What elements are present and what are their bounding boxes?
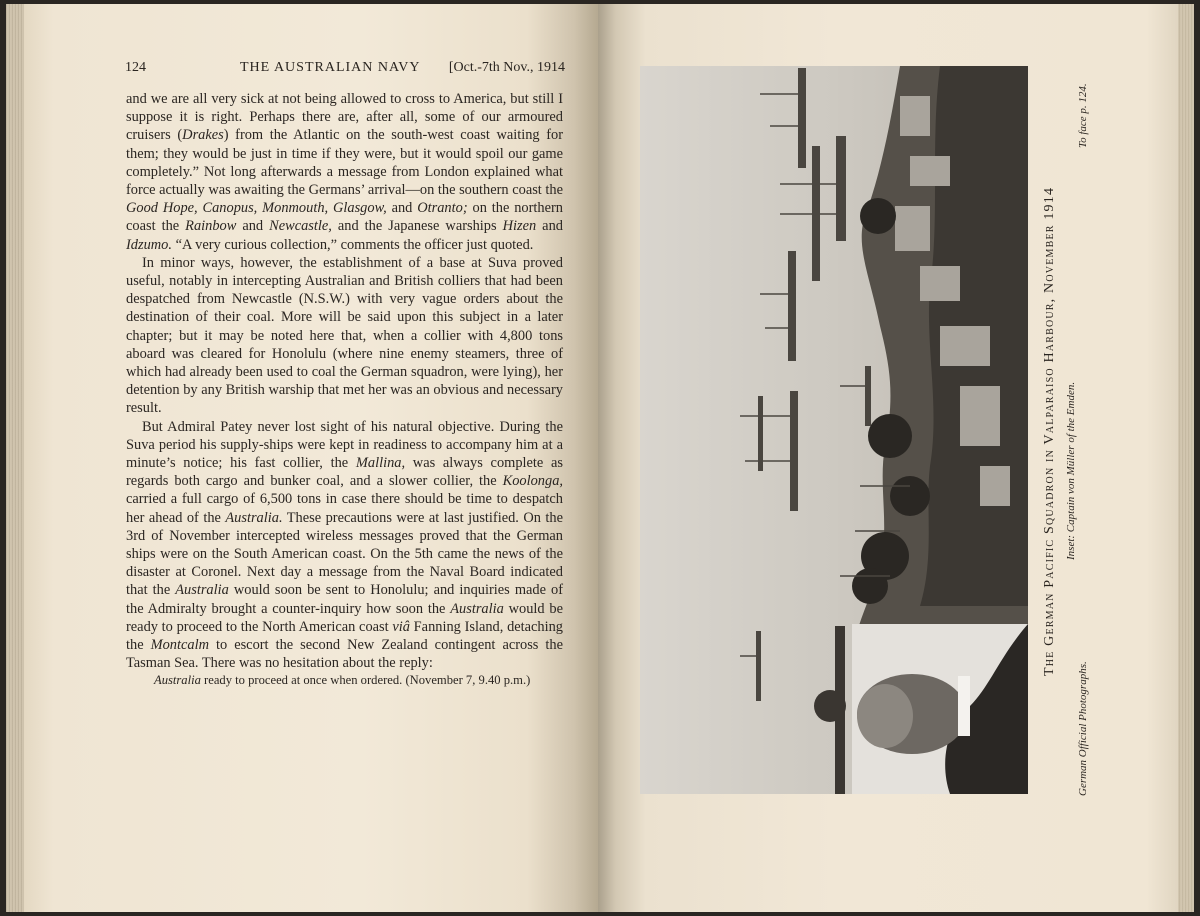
- inset-label: Inset:: [1065, 534, 1077, 560]
- facing-page-note: To face p. 124.: [1077, 83, 1089, 148]
- plate-caption: The German Pacific Squadron in Valparaiso Harbour, November 1914: [1042, 186, 1057, 676]
- paragraph-1: and we are all very sick at not being allowed to cross to America, but still I suppose it is right. Perhaps there are, after all, some of our armoured cruisers (Drakes) from the Atlantic on the south-west coast waiting for them; they would be just in time if they were, but it would spoil our game completely.” Not long afterwards a message from London explained what force actually was awaiting the Germans’ arrival—on the southern coast the Good Hope, Canopus, Monmouth, Glasgow, and Otranto; on the northern coast the Rainbow and Newcastle, and the Japanese warships Hizen and Idzumo. “A very curious collection,” comments the officer just quoted.: [126, 91, 564, 253]
- harbour-photograph: [640, 66, 1028, 794]
- telegram-quote: Australia ready to proceed at once when ordered. (November 7, 9.40 p.m.): [154, 672, 531, 687]
- running-title: THE AUSTRALIAN NAVY: [240, 60, 421, 75]
- portrait-collar: [958, 676, 970, 736]
- photo-plate: [640, 66, 1028, 794]
- photo-credit: German Official Photographs.: [1077, 661, 1089, 796]
- paragraph-3: But Admiral Patey never lost sight of his natural objective. During the Suva period his supply-ships were kept in readiness to accompany him at a minute’s notice; his fast collier, the Mallina, was always complete as regards both cargo and bunker coal, and a slower collier, the Koolonga, carried a full cargo of 6,500 tons in case there should be time to despatch her ahead of the Australia. These precautions were at last justified. On the 3rd of November intercepted wireless messages proved that the German ships were on the South American coast. On the 5th came the news of the disaster at Coronel. Next day a message from the Naval Board indicated that the Australia would soon be sent to Honolulu; and inquiries made of the Admiralty brought a counter-inquiry how soon the Australia would be ready to proceed to the North American coast viâ Fanning Island, detaching the Montcalm to escort the second New Zealand contingent across the Tasman Sea. There was no hesitation about the reply:: [126, 418, 564, 672]
- page-number: 124: [125, 60, 146, 75]
- date-range: [Oct.-7th Nov., 1914: [448, 60, 565, 75]
- right-page-edges: [1178, 4, 1194, 912]
- paragraph-2: In minor ways, however, the establishment of a base at Suva proved useful, notably in intercepting Australian and British colliers that had been despatched from Newcastle (N.S.W.) with very vague orders about the destination of their coal. More will be said upon this subject in a later chapter; but it may be noted here that, when a collier with 4,800 tons aboard was cleared for Honolulu (where nine enemy steamers, three of which had already been used to coal the German squadron, were lying), her detention by any British warship that met her was an obvious and necessary result.: [126, 254, 563, 417]
- body-text: [126, 90, 563, 688]
- left-page-edges: [6, 4, 24, 912]
- inset-caption: Inset: Captain von Müller of the Emden.: [1065, 381, 1077, 560]
- running-header: [125, 60, 565, 82]
